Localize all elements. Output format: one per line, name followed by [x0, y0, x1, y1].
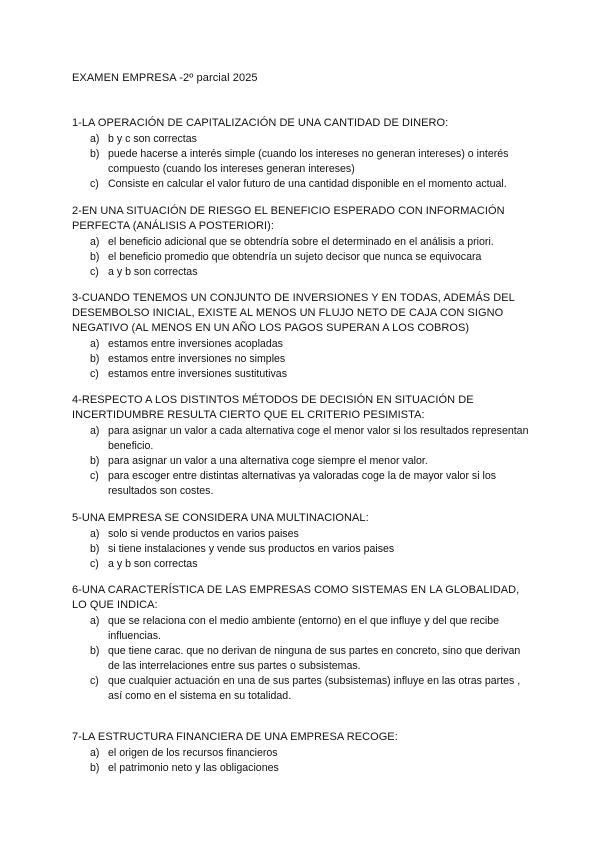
option-letter: b) [90, 455, 100, 467]
question-2 [72, 204, 532, 280]
option-text: estamos entre inversiones no simples [108, 353, 286, 365]
option-a [72, 337, 532, 352]
option-text: que tiene carac. que no derivan de ninguna de sus partes en concreto, sino que derivan de las interrelaciones entre sus partes o subsistemas. [108, 645, 521, 672]
option-text: el beneficio promedio que obtendría un sujeto decisor que nunca se equivocara [108, 251, 482, 263]
question-text: 7-LA ESTRUCTURA FINANCIERA DE UNA EMPRESA RECOGE: [72, 731, 398, 743]
option-a [72, 527, 532, 542]
option-letter: c) [90, 266, 99, 278]
option-a [72, 614, 532, 644]
question-4 [72, 393, 532, 499]
option-a [72, 424, 532, 454]
question-text: 6-UNA CARACTERÍSTICA DE LAS EMPRESAS COMO SISTEMAS EN LA GLOBALIDAD, LO QUE INDICA: [72, 584, 520, 611]
option-a [72, 746, 532, 761]
question-6 [72, 583, 532, 704]
option-b [72, 147, 532, 177]
option-text: que cualquier actuación en una de sus partes (subsistemas) influye en las otras partes , así como en el sistema en su totalidad. [108, 675, 521, 702]
option-letter: b) [90, 645, 100, 657]
option-letter: b) [90, 251, 100, 263]
question-5 [72, 511, 532, 572]
option-b [72, 250, 532, 265]
option-letter: a) [90, 236, 100, 248]
option-letter: a) [90, 615, 100, 627]
option-b [72, 761, 532, 776]
option-text: para escoger entre distintas alternativas ya valoradas coge la de mayor valor si los resultados son costes. [108, 470, 497, 497]
option-c [72, 177, 532, 192]
option-text: a y b son correctas [108, 266, 198, 278]
question-text: 3-CUANDO TENEMOS UN CONJUNTO DE INVERSIONES Y EN TODAS, ADEMÁS DEL DESEMBOLSO INICIAL, EXISTE AL MENOS UN FLUJO NETO DE CAJA CON SIGNO NEGATIVO (AL MENOS EN UN AÑO LOS PAGOS SUPERAN A LOS COBROS) [72, 292, 515, 334]
option-text: el origen de los recursos financieros [108, 747, 278, 759]
option-text: para asignar un valor a una alternativa coge siempre el menor valor. [108, 455, 428, 467]
option-letter: a) [90, 425, 100, 437]
option-letter: b) [90, 762, 100, 774]
option-c [72, 557, 532, 572]
option-text: b y c son correctas [108, 133, 197, 145]
option-c [72, 265, 532, 280]
option-text: solo si vende productos en varios paises [108, 528, 299, 540]
option-b [72, 454, 532, 469]
option-letter: b) [90, 543, 100, 555]
option-letter: a) [90, 338, 100, 350]
option-c [72, 674, 532, 704]
question-text: 1-LA OPERACIÓN DE CAPITALIZACIÓN DE UNA CANTIDAD DE DINERO: [72, 117, 449, 129]
option-text: el patrimonio neto y las obligaciones [108, 762, 279, 774]
question-text: 5-UNA EMPRESA SE CONSIDERA UNA MULTINACIONAL: [72, 512, 369, 524]
option-b [72, 352, 532, 367]
option-a [72, 132, 532, 147]
option-text: a y b son correctas [108, 558, 198, 570]
question-text: 2-EN UNA SITUACIÓN DE RIESGO EL BENEFICIO ESPERADO CON INFORMACIÓN PERFECTA (ANÁLISIS A POSTERIORI): [72, 205, 505, 232]
question-3 [72, 291, 532, 382]
question-1 [72, 116, 532, 192]
option-c [72, 367, 532, 382]
option-b [72, 644, 532, 674]
option-letter: a) [90, 133, 100, 145]
option-text: Consiste en calcular el valor futuro de una cantidad disponible en el momento actual. [108, 178, 507, 190]
option-letter: b) [90, 148, 100, 160]
exam-title: EXAMEN EMPRESA -2º parcial 2025 [72, 72, 258, 84]
option-text: estamos entre inversiones acopladas [108, 338, 283, 350]
question-text: 4-RESPECTO A LOS DISTINTOS MÉTODOS DE DECISIÓN EN SITUACIÓN DE INCERTIDUMBRE RESULTA CIERTO QUE EL CRITERIO PESIMISTA: [72, 394, 474, 421]
option-letter: c) [90, 368, 99, 380]
option-letter: a) [90, 528, 100, 540]
option-text: para asignar un valor a cada alternativa coge el menor valor si los resultados representan beneficio. [108, 425, 529, 452]
question-7 [72, 730, 532, 776]
option-text: puede hacerse a interés simple (cuando los intereses no generan intereses) o interés compuesto (cuando los intereses generan intereses) [108, 148, 509, 175]
option-letter: a) [90, 747, 100, 759]
option-a [72, 235, 532, 250]
option-text: el beneficio adicional que se obtendría sobre el determinado en el análisis a priori. [108, 236, 494, 248]
option-letter: b) [90, 353, 100, 365]
option-letter: c) [90, 675, 99, 687]
option-letter: c) [90, 470, 99, 482]
option-text: estamos entre inversiones sustitutivas [108, 368, 287, 380]
option-text: que se relaciona con el medio ambiente (entorno) en el que influye y del que recibe influencias. [108, 615, 500, 642]
option-c [72, 469, 532, 499]
option-letter: c) [90, 558, 99, 570]
option-text: si tiene instalaciones y vende sus productos en varios paises [108, 543, 395, 555]
option-letter: c) [90, 178, 99, 190]
option-b [72, 542, 532, 557]
